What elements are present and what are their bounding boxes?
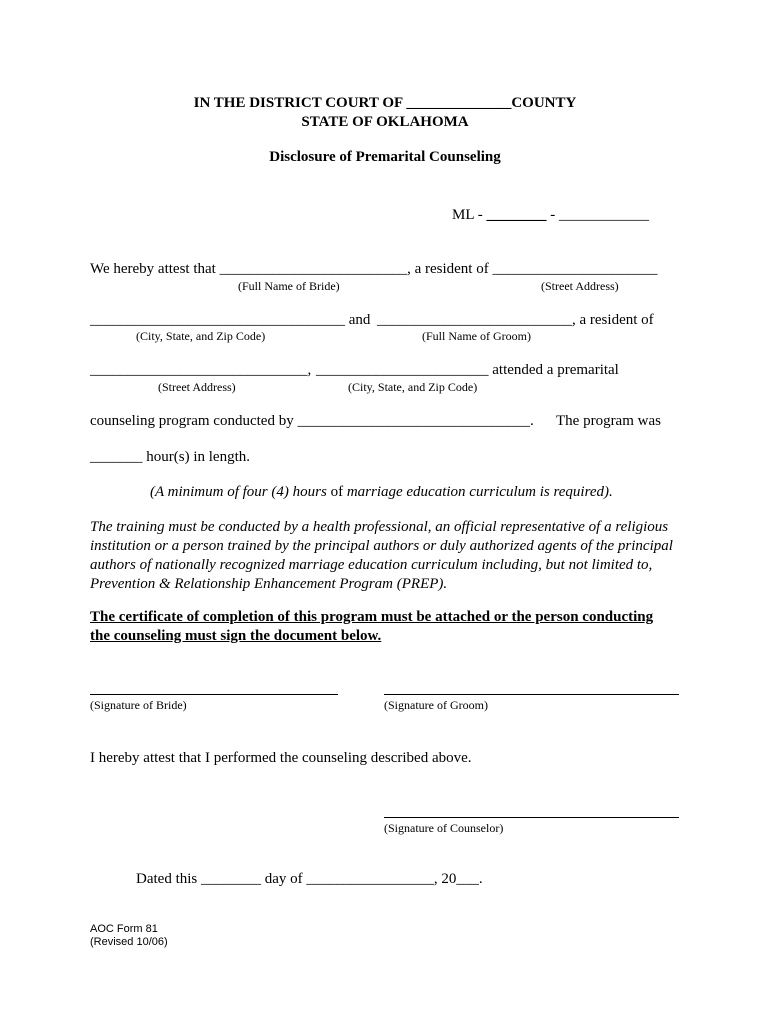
attest-line-4-left: counseling program conducted by _______________________________. [90,413,534,429]
certificate-line-2: the counseling must sign the document below. [90,628,382,644]
case-number [452,207,649,224]
attest-line-3-left: _____________________________, [90,362,312,378]
caption-street-address-2: (Street Address) [158,380,236,394]
certificate-line-1: The certificate of completion of this program must be attached or the person conducting [90,609,654,625]
court-heading: IN THE DISTRICT COURT OF ______________COUNTY [193,95,577,111]
minimum-hours-note: (A minimum of four (4) hours of marriage education curriculum is required). [150,484,613,500]
counselor-statement: I hereby attest that I performed the counseling described above. [90,750,472,766]
caption-city-state-zip-2: (City, State, and Zip Code) [348,380,478,394]
caption-street-address-1: (Street Address) [541,279,619,293]
training-line-1: The training must be conducted by a health professional, an official representative of a religious [90,519,669,535]
form-number: AOC Form 81 [90,923,158,935]
attest-line-2-left: __________________________________ and [90,312,371,328]
caption-groom-name: (Full Name of Groom) [422,329,531,343]
attest-line-3-right: _______________________ attended a premarital [316,362,619,378]
caption-bride-signature: (Signature of Bride) [90,698,187,712]
attest-line-4-right: The program was [556,413,661,429]
attest-line-1: We hereby attest that _________________________, a resident of ______________________ [90,261,658,277]
form-revision: (Revised 10/06) [90,936,168,948]
case-number-blank-2: ____________ [558,207,649,223]
training-line-3: authors of nationally recognized marriage education curriculum including, but not limited to, [90,557,653,573]
attest-line-5: _______ hour(s) in length. [90,449,250,465]
case-number-blank-1: ________ [486,207,547,223]
bride-signature-line [90,694,338,695]
training-line-4: Prevention & Relationship Enhancement Program (PREP). [90,576,448,592]
attest-line-2-right: __________________________, a resident of [377,312,654,328]
caption-bride-name: (Full Name of Bride) [238,279,340,293]
dated-line: Dated this ________ day of _________________, 20___. [136,871,483,887]
groom-signature-line [384,694,679,695]
form-title: Disclosure of Premarital Counseling [269,149,501,165]
case-prefix: ML - [452,207,483,223]
training-line-2: institution or a person trained by the principal authors or duly authorized agents of the principal [90,538,673,554]
caption-counselor-signature: (Signature of Counselor) [384,821,504,835]
caption-city-state-zip-1: (City, State, and Zip Code) [136,329,266,343]
counselor-signature-line [384,817,679,818]
caption-groom-signature: (Signature of Groom) [384,698,488,712]
case-dash: - [550,207,556,223]
state-heading: STATE OF OKLAHOMA [301,114,469,130]
